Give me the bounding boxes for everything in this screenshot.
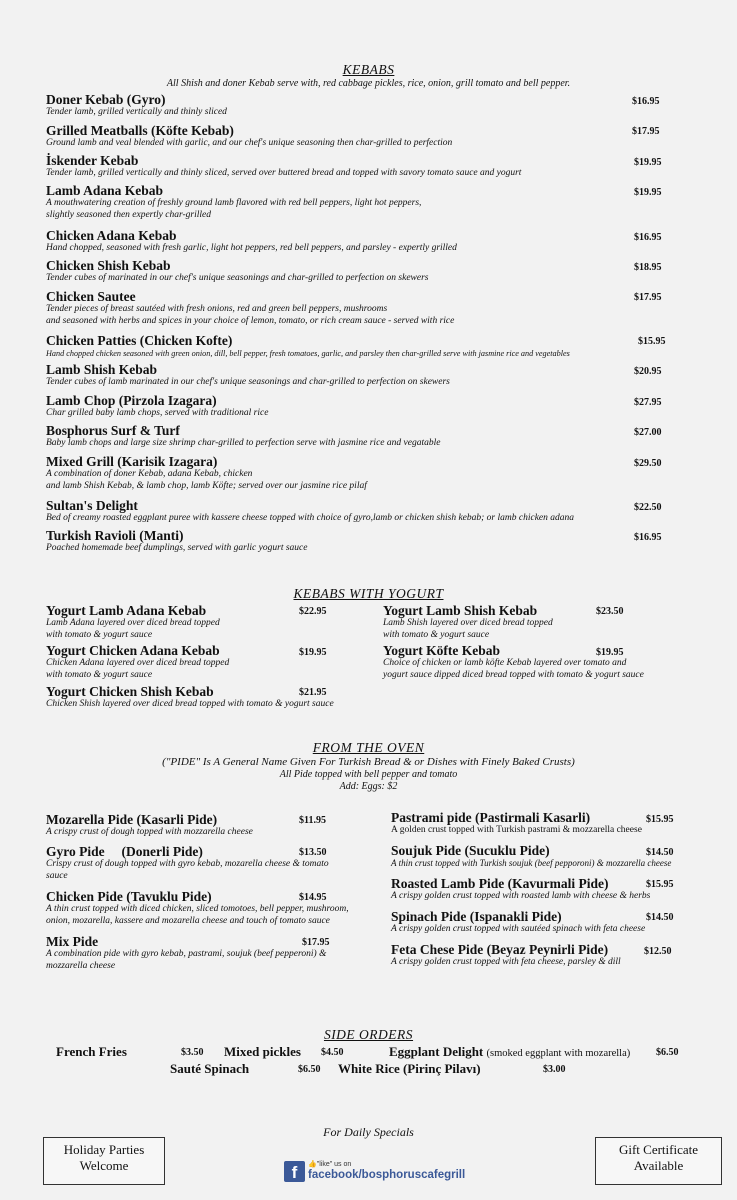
menu-item xyxy=(46,228,457,255)
item-desc: with tomato & yogurt sauce xyxy=(383,629,490,640)
side-name: White Rice (Pirinç Pilavı) xyxy=(338,1061,481,1076)
item-desc: Baby lamb chops and large size shrimp char-grilled to perfection serve with jasmine rice and vegatable xyxy=(46,438,441,448)
menu-item xyxy=(46,393,268,420)
item-desc: Lamb Adana layered over diced bread topped xyxy=(46,618,220,628)
item-price: $17.95 xyxy=(632,126,660,137)
item-desc: Crispy crust of dough topped with gyro kebab, mozarella cheese & tomato xyxy=(46,859,329,869)
item-desc: Hand chopped chicken seasoned with green onion, dill, bell pepper, fresh tomatoes, garlic, and parsley then char-grilled serve with jasmine rice and vegetables xyxy=(46,349,570,358)
item-price: $21.95 xyxy=(299,687,327,698)
item-name: Yogurt Lamb Shish Kebab xyxy=(383,603,538,618)
item-desc: A combination pide with gyro kebab, pastrami, soujuk (beef pepperoni) & xyxy=(46,949,327,959)
item-name: Chicken Shish Kebab xyxy=(46,258,171,273)
item-price: $16.95 xyxy=(634,232,662,243)
item-price: $13.50 xyxy=(299,847,327,858)
item-price: $15.95 xyxy=(638,336,666,347)
menu-item xyxy=(46,362,450,389)
item-name: Lamb Adana Kebab xyxy=(46,183,164,198)
menu-item xyxy=(383,603,553,641)
oven-note: All Pide topped with bell pepper and tomato xyxy=(279,769,458,780)
item-price: $27.95 xyxy=(634,397,662,408)
item-desc: and lamb Shish Kebab, & lamb chop, lamb Köfte; served over our jasmine rice pilaf xyxy=(46,480,367,491)
item-name: Roasted Lamb Pide (Kavurmali Pide) xyxy=(391,876,609,891)
item-price: $12.50 xyxy=(644,946,672,957)
menu-item xyxy=(46,123,452,150)
menu-item xyxy=(391,876,650,903)
item-desc: A thin crust topped with diced chicken, sliced tomotoes, bell pepper, mushroom, xyxy=(46,904,349,914)
item-desc: slightly seasoned then expertly char-grilled xyxy=(46,209,211,220)
item-desc: Lamb Shish layered over diced bread topped xyxy=(383,618,553,628)
thumbs-up-icon: 👍 xyxy=(308,1161,317,1168)
item-name: Bosphorus Surf & Turf xyxy=(46,423,180,438)
item-price: $14.95 xyxy=(299,892,327,903)
menu-item xyxy=(46,684,334,711)
item-name: Chicken Adana Kebab xyxy=(46,228,177,243)
item-desc: A crispy golden crust topped with feta cheese, parsley & dill xyxy=(391,957,621,967)
item-price: $11.95 xyxy=(299,815,326,826)
gift-box xyxy=(595,1137,722,1185)
item-desc: A crispy crust of dough topped with mozzarella cheese xyxy=(46,827,253,837)
item-name: Spinach Pide (Ispanakli Pide) xyxy=(391,909,562,924)
item-desc: yogurt sauce dipped diced bread topped with tomato & yogurt sauce xyxy=(383,669,644,680)
item-price: $29.50 xyxy=(634,458,662,469)
kebabs-note: All Shish and doner Kebab serve with, red cabbage pickles, rice, onion, grill tomato and bell pepper. xyxy=(166,78,571,89)
item-desc: Poached homemade beef dumplings, served with garlic yogurt sauce xyxy=(46,543,308,553)
menu-item xyxy=(391,942,621,969)
item-desc: Tender cubes of lamb marinated in our chef's unique seasonings and char-grilled to perfection on skewers xyxy=(46,377,450,387)
item-name: Lamb Chop (Pirzola Izagara) xyxy=(46,393,217,408)
item-desc: and seasoned with herbs and spices in your choice of lemon, tomato, or rich cream sauce - served with rice xyxy=(46,315,455,326)
item-desc: Tender pieces of breast sautéed with fresh onions, red and green bell peppers, mushrooms xyxy=(46,304,388,314)
yogurt-title: KEBABS WITH YOGURT xyxy=(293,586,444,601)
item-price: $19.95 xyxy=(634,157,662,168)
item-price: $16.95 xyxy=(634,532,662,543)
facebook-link[interactable] xyxy=(284,1161,465,1182)
menu-item xyxy=(46,454,367,492)
item-price: $19.95 xyxy=(634,187,662,198)
item-desc: A combination of doner Kebab, adana Kebab, chicken xyxy=(46,469,253,479)
side-item xyxy=(224,1044,301,1060)
oven-title: FROM THE OVEN xyxy=(312,740,425,755)
side-price: $3.50 xyxy=(181,1047,204,1058)
facebook-icon: f xyxy=(284,1161,305,1182)
gift-line: Gift Certificate xyxy=(618,1142,699,1157)
side-item xyxy=(170,1061,249,1077)
menu-item xyxy=(46,333,570,360)
item-desc: with tomato & yogurt sauce xyxy=(46,669,153,680)
item-name: Chicken Pide (Tavuklu Pide) xyxy=(46,889,212,904)
menu-item xyxy=(46,844,329,882)
menu-item xyxy=(46,934,326,972)
menu-item xyxy=(46,289,454,327)
menu-item xyxy=(46,183,421,221)
side-name: Mixed pickles xyxy=(224,1044,301,1059)
facebook-url: facebook/bosphoruscafegrill xyxy=(308,1169,466,1181)
item-desc: A crispy golden crust topped with sautéed spinach with feta cheese xyxy=(391,924,646,934)
side-item xyxy=(56,1044,127,1060)
oven-subtitle: ("PIDE" Is A General Name Given For Turkish Bread & or Dishes with Finely Baked Crusts) xyxy=(162,756,575,768)
item-price: $19.95 xyxy=(596,647,624,658)
item-desc: Bed of creamy roasted eggplant puree with kassere cheese topped with choice of gyro,lamb or chicken shish kebab; or lamb chicken adana xyxy=(46,513,574,523)
menu-item xyxy=(46,498,574,525)
item-name: Feta Chese Pide (Beyaz Peynirli Pide) xyxy=(391,942,609,957)
holiday-box xyxy=(43,1137,165,1185)
item-price: $16.95 xyxy=(632,96,660,107)
item-price: $14.50 xyxy=(646,912,674,923)
side-item xyxy=(338,1061,481,1077)
item-name: Grilled Meatballs (Köfte Kebab) xyxy=(46,123,234,138)
oven-extra: Add: Eggs: $2 xyxy=(339,781,398,792)
item-desc: A mouthwatering creation of freshly ground lamb flavored with red bell peppers, light hot peppers, xyxy=(46,198,422,208)
menu-item xyxy=(46,603,220,641)
item-desc: Chicken Adana layered over diced bread topped xyxy=(46,658,230,668)
item-name: Chicken Patties (Chicken Kofte) xyxy=(46,333,233,348)
item-desc: onion, mozarella, kassere and mozarella cheese and touch of tomato sauce xyxy=(46,915,330,926)
item-desc: mozzarella cheese xyxy=(46,960,116,971)
item-name: Pastrami pide (Pastirmali Kasarli) xyxy=(391,810,591,825)
daily-specials: For Daily Specials xyxy=(323,1125,414,1139)
menu-item xyxy=(46,643,229,681)
item-price: $22.95 xyxy=(299,606,327,617)
item-name: Gyro Pide (Donerli Pide) xyxy=(46,844,203,859)
item-desc: Ground lamb and veal blended with garlic, and our chef's unique seasoning then char-grilled to perfection xyxy=(46,138,453,148)
gift-line: Available xyxy=(633,1158,684,1173)
side-extra: (smoked eggplant with mozarella) xyxy=(486,1048,631,1059)
item-desc: Hand chopped, seasoned with fresh garlic, light hot peppers, red bell peppers, and parsley - expertly grilled xyxy=(46,243,457,253)
item-desc: Choice of chicken or lamb köfte Kebab layered over tomato and xyxy=(383,658,627,668)
side-price: $3.00 xyxy=(543,1064,566,1075)
menu-item xyxy=(391,909,645,936)
item-price: $22.50 xyxy=(634,502,662,513)
menu-item xyxy=(46,528,307,555)
item-desc: Tender lamb, grilled vertically and thinly sliced, served over buttered bread and topped with savory tomato sauce and yogurt xyxy=(46,168,522,178)
item-price: $15.95 xyxy=(646,879,674,890)
item-desc: sauce xyxy=(46,870,68,881)
item-desc: Tender lamb, grilled vertically and thinly sliced xyxy=(46,107,227,117)
menu-item xyxy=(46,153,521,180)
item-price: $15.95 xyxy=(646,814,674,825)
like-text: 👍"like" us on xyxy=(308,1161,352,1168)
item-name: Yogurt Köfte Kebab xyxy=(383,643,500,658)
sides-title: SIDE ORDERS xyxy=(323,1027,414,1042)
item-name: Turkish Ravioli (Manti) xyxy=(46,528,184,543)
item-name: Mixed Grill (Karisik Izagara) xyxy=(46,454,218,469)
holiday-line: Welcome xyxy=(79,1158,129,1173)
menu-item xyxy=(46,258,429,285)
item-name: İskender Kebab xyxy=(46,153,139,168)
item-name: Mozarella Pide (Kasarli Pide) xyxy=(46,812,218,827)
item-price: $18.95 xyxy=(634,262,662,273)
item-name: Yogurt Chicken Shish Kebab xyxy=(46,684,214,699)
side-item xyxy=(389,1044,630,1060)
item-price: $20.95 xyxy=(634,366,662,377)
item-desc: Tender cubes of marinated in our chef's unique seasonings and char-grilled to perfection on skewers xyxy=(46,273,429,283)
menu-item xyxy=(46,92,227,119)
side-price: $6.50 xyxy=(656,1047,679,1058)
item-name: Chicken Sautee xyxy=(46,289,136,304)
item-name: Doner Kebab (Gyro) xyxy=(46,92,166,107)
side-name: French Fries xyxy=(56,1044,127,1059)
item-desc: A golden crust topped with Turkish pastrami & mozzarella cheese xyxy=(391,825,642,835)
item-desc: A crispy golden crust topped with roasted lamb with cheese & herbs xyxy=(391,891,651,901)
item-desc: with tomato & yogurt sauce xyxy=(46,629,153,640)
item-name: Sultan's Delight xyxy=(46,498,138,513)
item-price: $23.50 xyxy=(596,606,624,617)
holiday-line: Holiday Parties xyxy=(63,1142,145,1157)
menu-item xyxy=(46,812,253,839)
item-name: Lamb Shish Kebab xyxy=(46,362,158,377)
item-name: Soujuk Pide (Sucuklu Pide) xyxy=(391,843,550,858)
item-name: Yogurt Chicken Adana Kebab xyxy=(46,643,220,658)
item-desc: Chicken Shish layered over diced bread topped with tomato & yogurt sauce xyxy=(46,699,334,709)
item-price: $19.95 xyxy=(299,647,327,658)
item-desc: Char grilled baby lamb chops, served with traditional rice xyxy=(46,408,269,418)
item-price: $14.50 xyxy=(646,847,674,858)
item-price: $17.95 xyxy=(634,292,662,303)
side-name: Sauté Spinach xyxy=(170,1061,250,1076)
side-price: $6.50 xyxy=(298,1064,321,1075)
item-name: Yogurt Lamb Adana Kebab xyxy=(46,603,207,618)
item-price: $27.00 xyxy=(634,427,662,438)
side-price: $4.50 xyxy=(321,1047,344,1058)
item-price: $17.95 xyxy=(302,937,330,948)
item-desc: A thin crust topped with Turkish soujuk (beef pepporoni) & mozzarella cheese xyxy=(391,858,672,868)
item-name: Mix Pide xyxy=(46,934,99,949)
menu-item xyxy=(391,843,671,870)
menu-item xyxy=(391,810,642,837)
kebabs-title: KEBABS xyxy=(342,62,395,77)
side-name: Eggplant Delight xyxy=(389,1044,484,1059)
menu-item xyxy=(46,423,440,450)
